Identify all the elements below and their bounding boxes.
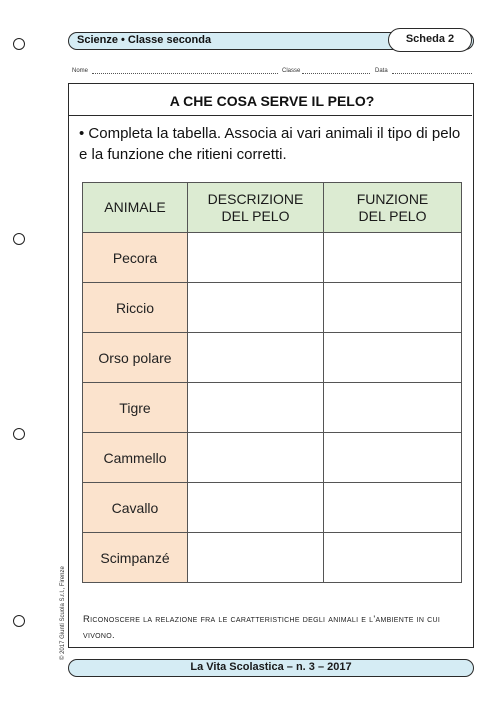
function-cell[interactable]: [324, 483, 462, 533]
description-cell[interactable]: [188, 383, 324, 433]
animal-cell: Tigre: [83, 383, 188, 433]
classe-label: Classe: [282, 68, 301, 74]
description-cell[interactable]: [188, 533, 324, 583]
table-row: [83, 483, 462, 533]
binder-hole-4: [13, 615, 25, 627]
header-animale: ANIMALE: [83, 183, 188, 233]
table-row: [83, 233, 462, 283]
description-cell[interactable]: [188, 233, 324, 283]
function-cell[interactable]: [324, 233, 462, 283]
table-row: [83, 383, 462, 433]
sheet-number-tab: Scheda 2: [388, 28, 472, 52]
data-field[interactable]: [392, 73, 472, 74]
animal-cell: Orso polare: [83, 333, 188, 383]
worksheet-title: A CHE COSA SERVE IL PELO?: [169, 93, 375, 109]
description-cell[interactable]: [188, 283, 324, 333]
animal-cell: Cammello: [83, 433, 188, 483]
name-class-date-row: [70, 68, 474, 78]
header-funzione: [324, 183, 462, 233]
binder-hole-2: [13, 233, 25, 245]
header-descrizione: [188, 183, 324, 233]
nome-label: Nome: [72, 68, 89, 74]
copyright-note: © 2017 Giunti Scuola S.r.l., Firenze: [60, 566, 66, 660]
nome-field[interactable]: [92, 73, 278, 74]
table-header-row: [83, 183, 462, 233]
subject-title: Scienze • Classe seconda: [77, 34, 212, 46]
animal-fur-table: [82, 182, 462, 583]
table-row: [83, 333, 462, 383]
description-cell[interactable]: [188, 433, 324, 483]
function-cell[interactable]: [324, 283, 462, 333]
table-row: [83, 283, 462, 333]
footer-bar: La Vita Scolastica – n. 3 – 2017: [68, 659, 474, 677]
function-cell[interactable]: [324, 433, 462, 483]
table-row: [83, 533, 462, 583]
function-cell[interactable]: [324, 333, 462, 383]
animal-cell: Riccio: [83, 283, 188, 333]
binder-hole-3: [13, 428, 25, 440]
header-descrizione-text: DESCRIZIONE DEL PELO: [207, 190, 304, 224]
header-funzione-text: FUNZIONE DEL PELO: [356, 190, 429, 224]
animal-cell: Scimpanzé: [83, 533, 188, 583]
instruction-text: • Completa la tabella. Associa ai vari animali il tipo di pelo e la funzione che ritieni corretti.: [79, 125, 461, 163]
description-cell[interactable]: [188, 333, 324, 383]
classe-field[interactable]: [302, 73, 370, 74]
function-cell[interactable]: [324, 533, 462, 583]
description-cell[interactable]: [188, 483, 324, 533]
binder-hole-1: [13, 38, 25, 50]
learning-objective: Riconoscere la relazione fra le caratteristiche degli animali e l'ambiente in cui vivono.: [83, 614, 441, 641]
function-cell[interactable]: [324, 383, 462, 433]
table-row: [83, 433, 462, 483]
title-divider: [69, 115, 472, 116]
worksheet-frame: [68, 83, 474, 648]
data-label: Data: [375, 68, 388, 74]
animal-cell: Pecora: [83, 233, 188, 283]
animal-cell: Cavallo: [83, 483, 188, 533]
